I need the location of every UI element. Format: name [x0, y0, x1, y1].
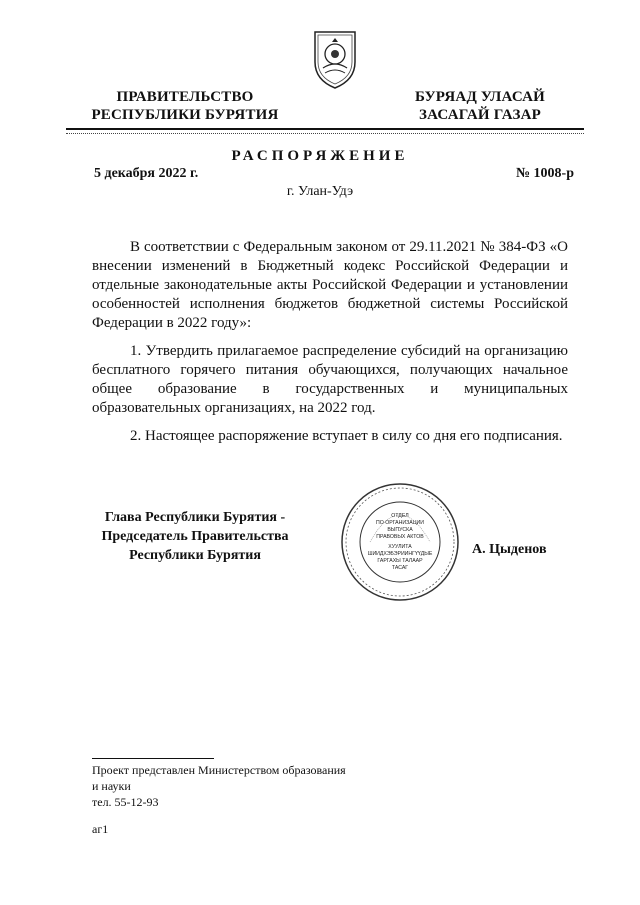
coat-of-arms-icon [310, 28, 360, 90]
document-code: аг1 [92, 822, 109, 836]
footer-note [92, 762, 346, 810]
header-left-line1: ПРАВИТЕЛЬСТВО [116, 89, 254, 105]
seal-text-line3: ВЫПУСКА [387, 527, 413, 533]
document-date: 5 декабря 2022 г. [94, 166, 199, 181]
document-number: № 1008-р [515, 166, 574, 181]
seal-text-line8: ТАСАГ [391, 565, 409, 571]
footer-line1: Проект представлен Министерством образования [92, 763, 346, 777]
seal-text-line6: ШИИДХЭБЭРИИНГҮҮДЫЕ [367, 551, 433, 557]
government-name-buryat [400, 88, 560, 124]
footer-line3: тел. 55-12-93 [92, 795, 159, 809]
header-right-line1: БУРЯАД УЛАСАЙ [414, 89, 546, 105]
header-divider-dotted [66, 133, 584, 134]
government-name-russian [80, 88, 290, 124]
seal-text-line4: ПРАВОВЫХ АКТОВ [376, 534, 424, 540]
signatory-title-line1: Глава Республики Бурятия - [104, 510, 286, 525]
seal-text-line5: ХУУЛИТА [388, 544, 412, 550]
header-divider-thick [66, 128, 584, 130]
signatory-name: А. Цыденов [472, 542, 547, 557]
preamble-paragraph: В соответствии с Федеральным законом от 29.11.2021 № 384-ФЗ «О внесении изменений в Бюджетный кодекс Российской Федерации и отдельные законодательные акты Российской Федерации и установлении особенностей исполнения бюджетов бюджетной системы Российской Федерации в 2022 году»: [92, 239, 568, 331]
seal-text-line7: ГАРГАХЫ ТАЛААР [377, 558, 423, 564]
footer-line2: и науки [92, 779, 131, 793]
header-right-line2: ЗАСАГАЙ ГАЗАР [419, 107, 541, 123]
signatory-title-line3: Республики Бурятия [129, 548, 261, 563]
document-title: РАСПОРЯЖЕНИЕ [231, 148, 409, 164]
round-seal-icon [340, 482, 460, 602]
clause-1-paragraph: 1. Утвердить прилагаемое распределение субсидий на организацию бесплатного горячего питания обучающихся, получающих начальное общее образование в государственных и муниципальных образовательных организациях, на 2022 год. [92, 343, 568, 416]
seal-text-line1: ОТДЕЛ [391, 513, 409, 519]
signatory-title [70, 508, 320, 565]
signatory-title-line2: Председатель Правительства [101, 529, 289, 544]
clause-2-paragraph: 2. Настоящее распоряжение вступает в силу со дня его подписания. [130, 428, 563, 444]
seal-text-line2: ПО ОРГАНИЗАЦИИ [376, 520, 424, 526]
document-city: г. Улан-Удэ [286, 184, 354, 199]
header-left-line2: РЕСПУБЛИКИ БУРЯТИЯ [91, 107, 279, 123]
footer-divider [92, 758, 214, 759]
